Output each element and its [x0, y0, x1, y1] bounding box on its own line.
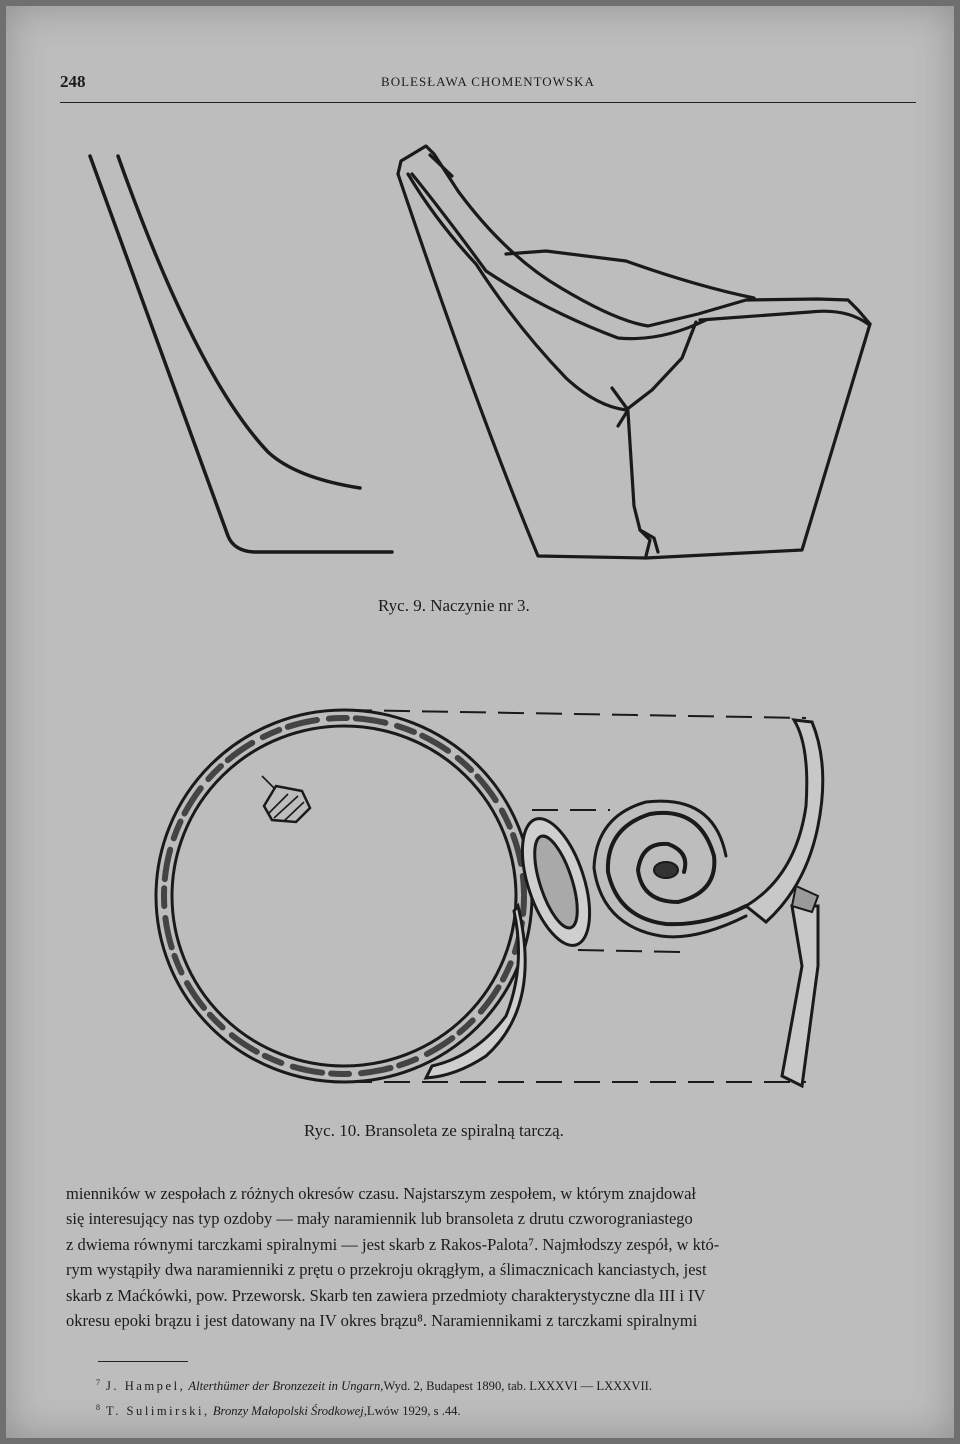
footnote-author: J. Hampel, — [106, 1379, 186, 1394]
figure-9-caption: Ryc. 9. Naczynie nr 3. — [378, 596, 530, 615]
body-line: mienników w zespołach z różnych okresów czasu. Najstarszym zespołem, w którym znajdował — [66, 1184, 697, 1203]
footnote-details: Lwów 1929, s .44. — [366, 1404, 461, 1419]
page-number: 248 — [60, 72, 86, 91]
footnote-mark: 8 — [96, 1403, 100, 1413]
footnote — [96, 1372, 916, 1397]
footnote-author: T. Sulimirski, — [106, 1404, 210, 1419]
body-line: się interesujący nas typ ozdoby — mały naramiennik lub bransoleta z drutu czworograniastego — [66, 1209, 693, 1229]
body-line: z dwiema równymi tarczkami spiralnymi — jest skarb z Rakos-Palota⁷. Najmłodszy zespół, w któ- — [66, 1234, 720, 1254]
scanned-page — [6, 6, 954, 1438]
cross-section-detail — [262, 776, 310, 822]
body-line: skarb z Maćkówki, pow. Przeworsk. Skarb ten zawiera przedmioty charakterystyczne dla III i IV — [66, 1285, 706, 1305]
bracelet-ring — [156, 710, 532, 1082]
body-line: rym wystąpiły dwa naramienniki z prętu o przekroju okrągłym, a ślimacznicach kanciastych, jest — [66, 1260, 707, 1280]
running-head: BOLESŁAWA CHOMENTOWSKA — [381, 74, 595, 89]
footnote-details: Wyd. 2, Budapest 1890, tab. LXXXVI — LXXXVII. — [383, 1379, 653, 1394]
figure-10-caption: Ryc. 10. Bransoleta ze spiralną tarczą. — [304, 1121, 564, 1140]
spiral-disk — [594, 720, 823, 1086]
footnote-mark: 7 — [96, 1378, 100, 1387]
footnote-divider — [98, 1361, 188, 1362]
footnote-title: Bronzy Małopolski Środkowej, — [212, 1404, 367, 1419]
footnote-title: Alterthümer der Bronzezeit in Ungarn, — [188, 1379, 384, 1394]
footnote — [96, 1397, 916, 1422]
footnotes — [96, 1372, 916, 1422]
body-paragraph — [66, 1181, 924, 1333]
body-line: okresu epoki brązu i jest datowany na IV okres brązu⁸. Naramiennikami z tarczkami spiralnymi — [66, 1311, 698, 1331]
